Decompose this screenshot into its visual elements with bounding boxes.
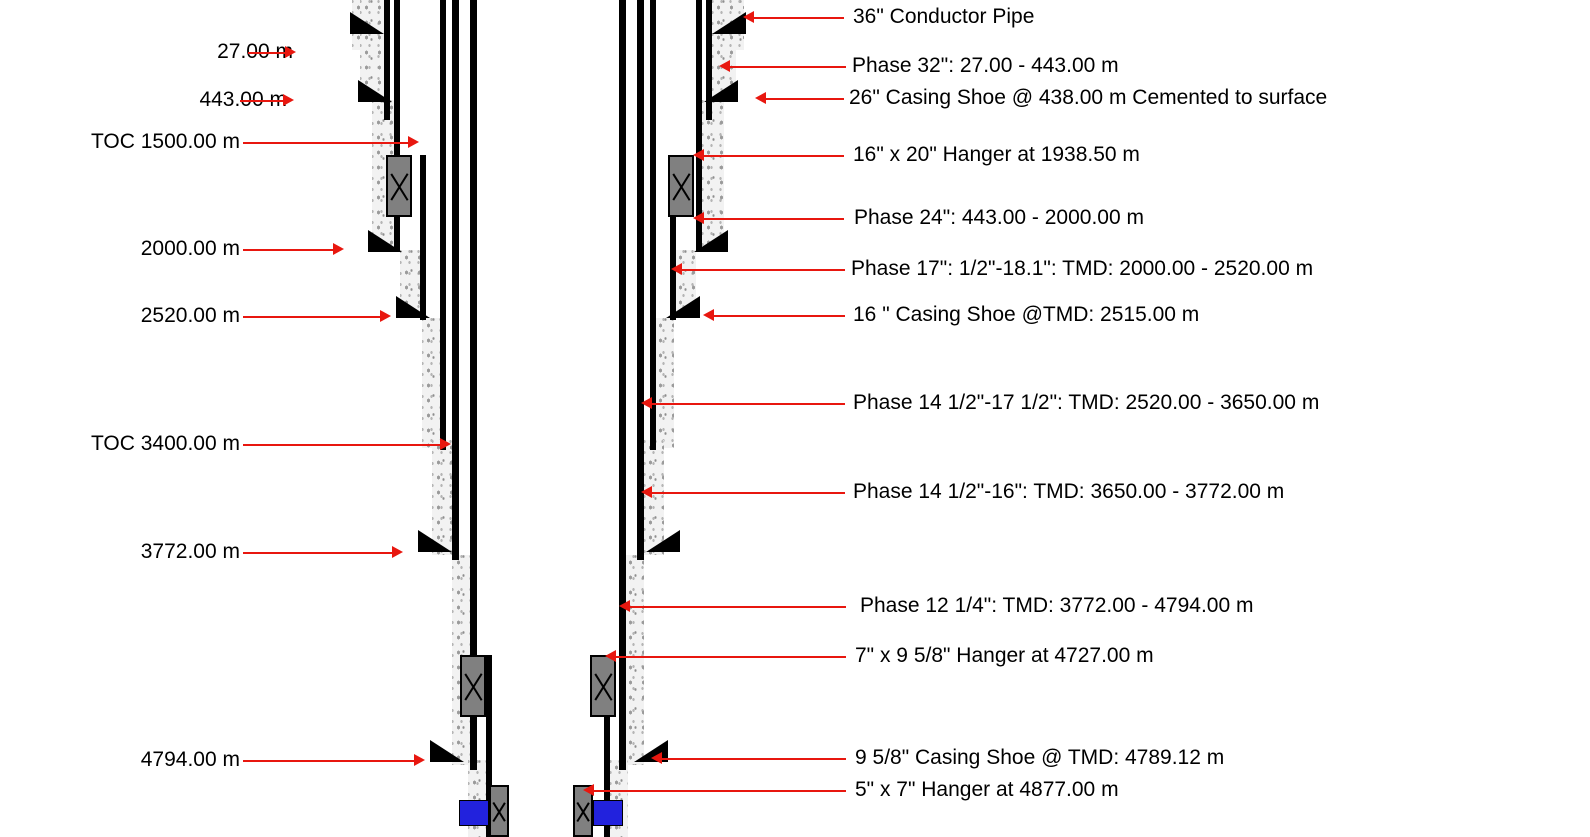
casing-string-7in-right xyxy=(619,0,626,770)
leader-line-component-4 xyxy=(702,218,844,220)
arrow-depth-2 xyxy=(408,136,419,148)
leader-line-component-11 xyxy=(660,758,846,760)
arrow-depth-5 xyxy=(440,438,451,450)
leader-line-component-3 xyxy=(702,155,844,157)
depth-label-3: 2000.00 m xyxy=(140,237,240,260)
leader-line-component-12 xyxy=(592,790,846,792)
arrow-component-1 xyxy=(719,60,730,72)
depth-label-7: 4794.00 m xyxy=(140,748,240,771)
component-label-0: 36" Conductor Pipe xyxy=(853,5,1035,28)
arrow-depth-1 xyxy=(283,94,294,106)
component-label-10: 7" x 9 5/8" Hanger at 4727.00 m xyxy=(855,644,1154,667)
arrow-component-2 xyxy=(755,92,766,104)
depth-label-0: 27.00 m xyxy=(217,40,293,63)
hanger-7x95-left xyxy=(460,655,486,717)
hanger-5x7-left xyxy=(489,785,509,837)
arrow-component-10 xyxy=(605,650,616,662)
depth-label-4: 2520.00 m xyxy=(140,304,240,327)
casing-string-13in-right xyxy=(650,0,656,450)
arrow-component-5 xyxy=(671,263,682,275)
casing-string-conductor-left xyxy=(384,0,390,120)
cement-sheath-13in-left xyxy=(422,318,442,448)
casing-shoe-16in-left xyxy=(396,296,430,318)
component-label-5: Phase 17": 1/2"-18.1": TMD: 2000.00 - 2520.00 m xyxy=(851,257,1314,280)
arrow-depth-7 xyxy=(414,754,425,766)
leader-line-component-8 xyxy=(650,492,845,494)
depth-label-1: 443.00 m xyxy=(199,88,287,111)
component-label-2: 26" Casing Shoe @ 438.00 m Cemented to surface xyxy=(849,86,1328,109)
component-label-11: 9 5/8" Casing Shoe @ TMD: 4789.12 m xyxy=(855,746,1225,769)
casing-shoe-conductor-right xyxy=(712,12,746,34)
casing-shoe-20in-left xyxy=(368,230,402,252)
cement-sheath-20in-right xyxy=(702,100,724,250)
leader-line-depth-6 xyxy=(243,552,396,554)
hanger-16x20-right xyxy=(668,155,694,217)
leader-line-component-10 xyxy=(614,656,846,658)
component-label-12: 5" x 7" Hanger at 4877.00 m xyxy=(855,778,1119,801)
leader-line-component-9 xyxy=(628,606,846,608)
arrow-component-12 xyxy=(583,784,594,796)
liner-top-packer-left xyxy=(459,800,489,826)
casing-shoe-conductor-left xyxy=(350,12,384,34)
leader-line-depth-7 xyxy=(243,760,418,762)
casing-string-13in-left xyxy=(440,0,446,450)
hanger-7x95-right xyxy=(590,655,616,717)
arrow-component-4 xyxy=(693,212,704,224)
leader-line-depth-3 xyxy=(243,249,335,251)
arrow-depth-4 xyxy=(380,310,391,322)
cement-sheath-13in-right xyxy=(654,318,674,448)
depth-label-6: 3772.00 m xyxy=(140,540,240,563)
cement-sheath-7in-right xyxy=(624,555,644,765)
component-label-8: Phase 14 1/2"-16": TMD: 3650.00 - 3772.00 m xyxy=(853,480,1285,503)
component-label-7: Phase 14 1/2"-17 1/2": TMD: 2520.00 - 3650.00 m xyxy=(853,391,1320,414)
leader-line-component-7 xyxy=(650,403,845,405)
casing-shoe-26in-left xyxy=(358,80,392,102)
arrow-depth-3 xyxy=(333,243,344,255)
casing-string-95in-right xyxy=(637,0,644,560)
leader-line-component-5 xyxy=(680,269,845,271)
leader-line-depth-0 xyxy=(248,52,290,54)
leader-line-component-2 xyxy=(764,98,844,100)
casing-string-95in-left xyxy=(452,0,459,560)
component-label-4: Phase 24": 443.00 - 2000.00 m xyxy=(854,206,1144,229)
casing-shoe-20in-right xyxy=(694,230,728,252)
leader-line-depth-4 xyxy=(243,316,383,318)
casing-shoe-13in-right xyxy=(646,530,680,552)
component-label-1: Phase 32": 27.00 - 443.00 m xyxy=(852,54,1119,77)
arrow-depth-0 xyxy=(285,46,296,58)
arrow-component-11 xyxy=(651,752,662,764)
leader-line-component-0 xyxy=(752,17,844,19)
leader-line-depth-5 xyxy=(243,444,443,446)
component-label-6: 16 " Casing Shoe @TMD: 2515.00 m xyxy=(853,303,1200,326)
casing-shoe-16in-right xyxy=(666,296,700,318)
leader-line-depth-1 xyxy=(240,100,285,102)
casing-shoe-26in-right xyxy=(704,80,738,102)
leader-line-component-1 xyxy=(728,66,846,68)
casing-shoe-95in-left xyxy=(430,740,464,762)
leader-line-depth-2 xyxy=(243,142,411,144)
component-label-3: 16" x 20" Hanger at 1938.50 m xyxy=(853,143,1140,166)
arrow-component-7 xyxy=(641,397,652,409)
hanger-16x20-left xyxy=(386,155,412,217)
depth-label-5: TOC 3400.00 m xyxy=(90,432,240,455)
depth-label-2: TOC 1500.00 m xyxy=(90,130,240,153)
arrow-component-9 xyxy=(619,600,630,612)
leader-line-component-6 xyxy=(712,315,845,317)
liner-top-packer-right xyxy=(593,800,623,826)
arrow-component-6 xyxy=(703,309,714,321)
arrow-component-0 xyxy=(743,11,754,23)
component-label-9: Phase 12 1/4": TMD: 3772.00 - 4794.00 m xyxy=(860,594,1254,617)
casing-shoe-13in-left xyxy=(418,530,452,552)
arrow-component-3 xyxy=(693,149,704,161)
arrow-component-8 xyxy=(641,486,652,498)
arrow-depth-6 xyxy=(392,546,403,558)
